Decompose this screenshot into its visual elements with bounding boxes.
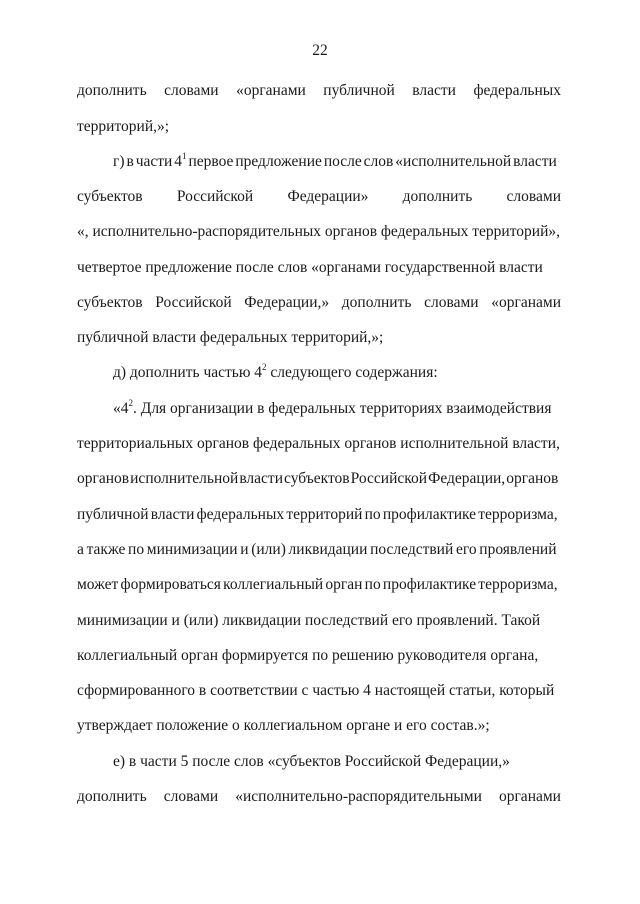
superscript: 1 <box>182 150 187 161</box>
text-line: территорий,»; <box>77 118 170 135</box>
text-line: публичной власти федеральных территорий,»; <box>77 329 384 346</box>
word: субъектов <box>77 188 143 205</box>
word: дополнить <box>402 188 473 205</box>
word: дополнить <box>341 294 412 311</box>
text-line: а также по минимизации и (или) ликвидации последствий его проявлений <box>77 541 557 558</box>
word: словами <box>506 188 561 205</box>
text-line <box>77 788 561 806</box>
word: «органами <box>491 294 561 311</box>
text-line: минимизации и (или) ликвидации последствий его проявлений. Такой <box>77 612 541 629</box>
word: Российской <box>176 188 254 205</box>
text-line: «, исполнительно-распорядительных органов федеральных территорий», <box>77 223 561 240</box>
text-line <box>113 361 561 382</box>
word: власти <box>412 82 456 99</box>
word: органами <box>498 788 561 805</box>
text-segment: . Для организации в федеральных территориях взаимодействия <box>133 400 552 417</box>
text-segment: первое предложение после слов «исполнительной власти <box>186 153 557 170</box>
page-number: 22 <box>312 42 328 59</box>
text-line: территориальных органов федеральных органов исполнительной власти, <box>77 435 560 452</box>
text-line: публичной власти федеральных территорий по профилактике терроризма, <box>77 506 558 523</box>
superscript: 2 <box>128 397 133 408</box>
word: словами <box>163 788 219 805</box>
text-line: может формироваться коллегиальный орган по профилактике терроризма, <box>77 576 558 593</box>
word: субъектов <box>77 294 143 311</box>
superscript: 2 <box>262 361 267 372</box>
text-line <box>77 294 561 312</box>
text-segment: д) дополнить частью 4 <box>113 364 263 381</box>
word: федеральных <box>473 82 561 99</box>
word: словами <box>164 82 219 99</box>
word: Российской <box>155 294 232 311</box>
word: Федерации,» <box>244 294 330 311</box>
text-segment: «4 <box>113 400 129 417</box>
text-segment: г) в части 4 <box>113 153 183 170</box>
word: Федерации» <box>287 188 369 205</box>
text-line: сформированного в соответствии с частью 4 настоящей статьи, который <box>77 682 555 699</box>
word: дополнить <box>77 788 147 805</box>
text-line: коллегиальный орган формируется по решению руководителя органа, <box>77 647 539 664</box>
text-line <box>113 397 561 418</box>
word: публичной <box>323 82 395 99</box>
text-line: утверждает положение о коллегиальном органе и его состав.»; <box>77 717 490 734</box>
text-segment: следующего содержания: <box>266 364 438 381</box>
text-line: е) в части 5 после слов «субъектов Российской Федерации,» <box>113 753 510 770</box>
text-line: органов исполнительной власти субъектов Российской Федерации, органов <box>77 470 559 487</box>
text-line <box>77 188 561 206</box>
word: «исполнительно-распорядительными <box>235 788 482 805</box>
text-line <box>113 150 561 171</box>
word: словами <box>424 294 479 311</box>
text-line: четвертое предложение после слов «органами государственной власти <box>77 259 543 276</box>
word: дополнить <box>77 82 147 99</box>
word: «органами <box>236 82 306 99</box>
text-line <box>77 82 561 100</box>
